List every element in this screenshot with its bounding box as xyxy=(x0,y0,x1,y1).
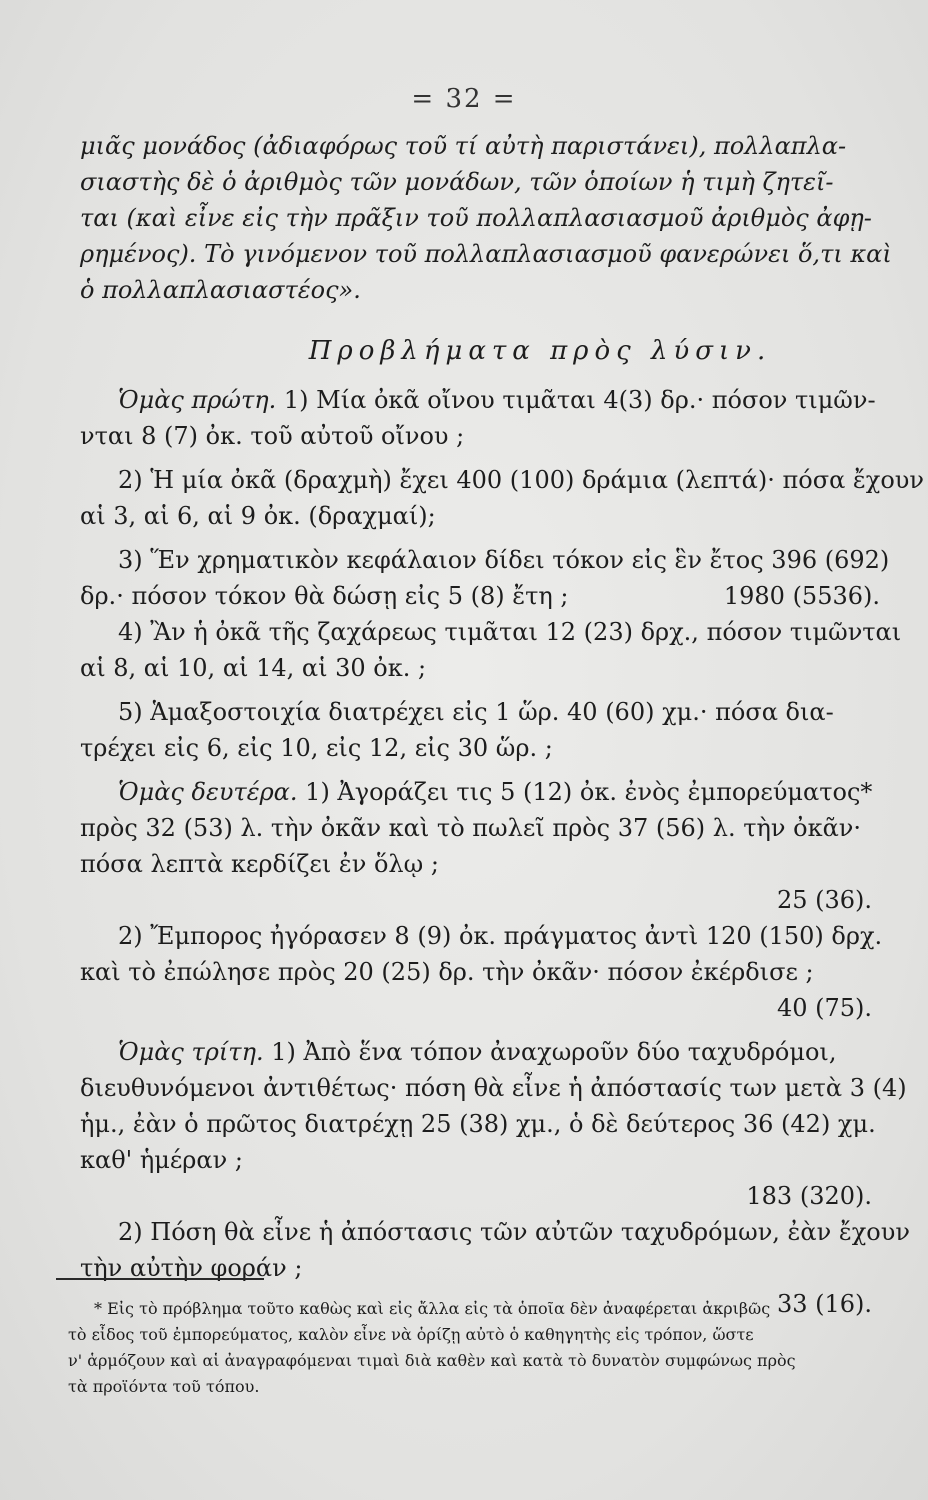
text-line: ἡμ., ἐὰν ὁ πρῶτος διατρέχῃ 25 (38) χμ., ὁ δὲ δεύτερος 36 (42) χμ. xyxy=(80,1110,876,1138)
footnote-line: τὸ εἶδος τοῦ ἐμπορεύματος, καλὸν εἶνε νὰ ὁρίζῃ αὐτὸ ὁ καθηγητὴς εἰς τρόπον, ὥστε xyxy=(68,1325,754,1344)
text-line: πόσα λεπτὰ κερδίζει ἐν ὅλῳ ; xyxy=(80,850,439,878)
text-line: αἱ 8, αἱ 10, αἱ 14, αἱ 30 ὀκ. ; xyxy=(80,654,427,682)
group-label: Ὁμὰς δευτέρα. xyxy=(118,778,298,806)
answer: 183 (320). xyxy=(746,1182,872,1210)
text-line: καὶ τὸ ἐπώλησε πρὸς 20 (25) δρ. τὴν ὀκᾶν· πόσον ἐκέρδισε ; xyxy=(80,958,814,986)
text-line: πρὸς 32 (53) λ. τὴν ὀκᾶν καὶ τὸ πωλεῖ πρὸς 37 (56) λ. τὴν ὀκᾶν· xyxy=(80,814,861,842)
page-body xyxy=(80,128,924,1322)
footnote-line: ν' ἁρμόζουν καὶ αἱ ἀναγραφόμεναι τιμαὶ διὰ καθὲν καὶ κατὰ τὸ δυνατὸν συμφώνως πρὸς xyxy=(68,1351,796,1370)
problem-2-1 xyxy=(80,774,880,810)
problem-1-1 xyxy=(80,382,880,418)
problem-group-1 xyxy=(80,382,924,766)
text-line: 2) Ἡ μία ὀκᾶ (δραχμὴ) ἔχει 400 (100) δράμια (λεπτά)· πόσα ἔχουν xyxy=(118,466,924,494)
footnote-line: * Εἰς τὸ πρόβλημα τοῦτο καθὼς καὶ εἰς ἄλλα εἰς τὰ ὁποῖα δὲν ἀναφέρεται ἀκριβῶς xyxy=(94,1299,771,1318)
text-line: διευθυνόμενοι ἀντιθέτως· πόση θὰ εἶνε ἡ ἀπόστασίς των μετὰ 3 (4) xyxy=(80,1074,907,1102)
text-line: ται (καὶ εἶνε εἰς τὴν πρᾶξιν τοῦ πολλαπλασιασμοῦ ἀριθμὸς ἀφῃ- xyxy=(80,204,872,232)
problem-1-3-last xyxy=(80,578,880,614)
group-label: Ὁμὰς πρώτη. xyxy=(118,386,277,414)
text-line: σιαστὴς δὲ ὁ ἀριθμὸς τῶν μονάδων, τῶν ὁποίων ἡ τιμὴ ζητεῖ- xyxy=(80,168,834,196)
text-line: 5) Ἁμαξοστοιχία διατρέχει εἰς 1 ὥρ. 40 (60) χμ.· πόσα δια- xyxy=(118,698,834,726)
footnote-line: τὰ προϊόντα τοῦ τόπου. xyxy=(68,1377,260,1396)
problem-group-2 xyxy=(80,774,883,1026)
intro-paragraph xyxy=(80,128,892,308)
section-heading: Προβλήματα πρὸς λύσιν. xyxy=(308,336,772,366)
text-line: τρέχει εἰς 6, εἰς 10, εἰς 12, εἰς 30 ὥρ. ; xyxy=(80,734,553,762)
footnote xyxy=(68,1296,883,1400)
page-number: = 32 = xyxy=(411,84,517,114)
text-line: καθ' ἡμέραν ; xyxy=(80,1146,243,1174)
text-line: 1) Ἀγοράζει τις 5 (12) ὀκ. ἐνὸς ἐμπορεύματος* xyxy=(305,778,873,806)
text-line: ὁ πολλαπλασιαστέος». xyxy=(80,276,361,304)
text-line: δρ.· πόσον τόκον θὰ δώσῃ εἰς 5 (8) ἔτη ; xyxy=(80,582,569,610)
text-line: τὴν αὐτὴν φοράν ; xyxy=(80,1254,303,1282)
text-line: 3) Ἕν χρηματικὸν κεφάλαιον δίδει τόκον εἰς ἓν ἔτος 396 (692) xyxy=(118,546,890,574)
text-line: νται 8 (7) ὀκ. τοῦ αὐτοῦ οἴνου ; xyxy=(80,422,465,450)
text-line: 1) Μία ὀκᾶ οἴνου τιμᾶται 4(3) δρ.· πόσον τιμῶν- xyxy=(283,386,876,414)
text-line: αἱ 3, αἱ 6, αἱ 9 ὀκ. (δραχμαί); xyxy=(80,502,436,530)
group-label: Ὁμὰς τρίτη. xyxy=(118,1038,264,1066)
answer: 1980 (5536). xyxy=(723,582,880,610)
text-line: ρημένος). Τὸ γινόμενον τοῦ πολλαπλασιασμοῦ φανερώνει ὅ,τι καὶ xyxy=(80,240,892,268)
answer: 25 (36). xyxy=(776,886,872,914)
answer: 40 (75). xyxy=(776,994,872,1022)
problem-3-1 xyxy=(80,1034,880,1070)
text-line: μιᾶς μονάδος (ἀδιαφόρως τοῦ τί αὐτὴ παριστάνει), πολλαπλα- xyxy=(80,132,847,160)
text-line: 2) Πόση θὰ εἶνε ἡ ἀπόστασις τῶν αὐτῶν ταχυδρόμων, ἐὰν ἔχουν xyxy=(118,1218,910,1246)
text-line: 2) Ἔμπορος ἠγόρασεν 8 (9) ὀκ. πράγματος ἀντὶ 120 (150) δρχ. xyxy=(118,922,883,950)
text-line: 4) Ἂν ἡ ὀκᾶ τῆς ζαχάρεως τιμᾶται 12 (23) δρχ., πόσον τιμῶνται xyxy=(118,618,902,646)
answer: 33 (16). xyxy=(776,1290,872,1318)
footnote-divider xyxy=(56,1278,264,1280)
text-line: 1) Ἀπὸ ἕνα τόπον ἀναχωροῦν δύο ταχυδρόμοι, xyxy=(271,1038,837,1066)
